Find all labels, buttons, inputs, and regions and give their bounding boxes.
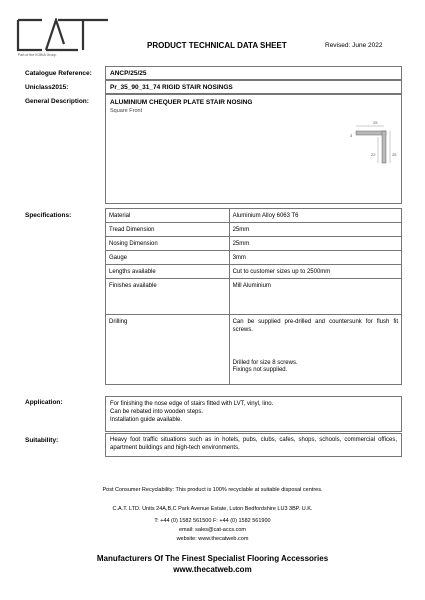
table-row: [106, 209, 402, 223]
company-website: website: www.thecatweb.com: [176, 536, 249, 542]
spec-value: Cut to customer sizes up to 2500mm: [229, 265, 401, 279]
specifications-label: Specifications:: [25, 212, 72, 219]
spec-value: Mill Aluminium: [229, 279, 401, 315]
general-label: General Description:: [25, 98, 89, 105]
cat-logo: [16, 18, 112, 54]
dim-inner: 22: [371, 152, 376, 157]
application-box: [105, 396, 402, 432]
dim-side: 25: [392, 152, 397, 157]
application-line: For finishing the nose edge of stairs fitted with LVT, vinyl, lino.: [110, 401, 274, 407]
table-row: [106, 315, 402, 385]
specifications-table: [105, 208, 402, 385]
dim-gauge: 3: [350, 133, 353, 138]
page-title: PRODUCT TECHNICAL DATA SHEET: [147, 41, 287, 50]
suitability-text: Heavy foot traffic situations such as in hotels, pubs, clubs, cafes, shops, schools, commercial offices, apartment buildings and high-tech environments.: [105, 433, 402, 457]
drilling-fixings: Fixings not supplied.: [232, 367, 288, 374]
spec-value: [229, 315, 401, 385]
spec-value: 3mm: [229, 251, 401, 265]
table-row: [106, 265, 402, 279]
product-name: ALUMINIUM CHEQUER PLATE STAIR NOSING: [110, 99, 253, 106]
spec-name: Material: [106, 209, 230, 223]
company-url: www.thecatweb.com: [173, 565, 252, 574]
spec-name: Finishes available: [106, 279, 230, 315]
spec-name: Nosing Dimension: [106, 237, 230, 251]
spec-name: Lengths available: [106, 265, 230, 279]
application-line: Installation guide available.: [110, 416, 183, 423]
table-row: [106, 279, 402, 315]
spec-name: Gauge: [106, 251, 230, 265]
product-subtitle: Square Front: [110, 108, 143, 114]
general-description-box: [105, 94, 402, 204]
table-row: [106, 223, 402, 237]
uniclass-value: Pr_35_90_31_74 RIGID STAIR NOSINGS: [105, 80, 402, 94]
brand-tagline: Part of the KOBIA Group: [18, 53, 57, 57]
application-label: Application:: [25, 399, 63, 406]
spec-value: 25mm: [229, 223, 401, 237]
catalogue-label: Catalogue Reference:: [25, 70, 92, 77]
company-email: email: sales@cat-accs.com: [178, 527, 247, 533]
company-phone: T: +44 (0) 1582 561500 F: +44 (0) 1582 561900: [154, 518, 271, 524]
recyclability-note: Post Consumer Recyclability: This product is 100% recyclable at suitable disposal centres.: [102, 487, 323, 493]
drilling-text: Can be supplied pre-drilled and countersunk for flush fit screws.: [232, 319, 398, 333]
table-row: [106, 237, 402, 251]
spec-name: Tread Dimension: [106, 223, 230, 237]
spec-value: 25mm: [229, 237, 401, 251]
dim-top: 25: [373, 120, 378, 125]
nosing-profile-diagram: [326, 119, 398, 175]
table-row: [106, 251, 402, 265]
catalogue-value: ANCP/25/25: [105, 66, 402, 80]
suitability-label: Suitability:: [25, 437, 59, 444]
company-tagline: Manufacturers Of The Finest Specialist Flooring Accessories: [96, 554, 329, 563]
spec-name: Drilling: [106, 315, 230, 385]
revised-date: Revised: June 2022: [325, 42, 383, 49]
drilling-size: Drilled for size 8 screws.: [232, 359, 298, 366]
company-address: C.A.T. LTD. Units 24A,B,C Park Avenue Estate, Luton Bedfordshire LU3 3BP. U.K.: [112, 506, 313, 512]
application-line: Can be rebated into wooden steps.: [110, 408, 204, 415]
uniclass-label: Uniclass2015:: [25, 84, 69, 91]
spec-value: Aluminium Alloy 6063 T6: [229, 209, 401, 223]
